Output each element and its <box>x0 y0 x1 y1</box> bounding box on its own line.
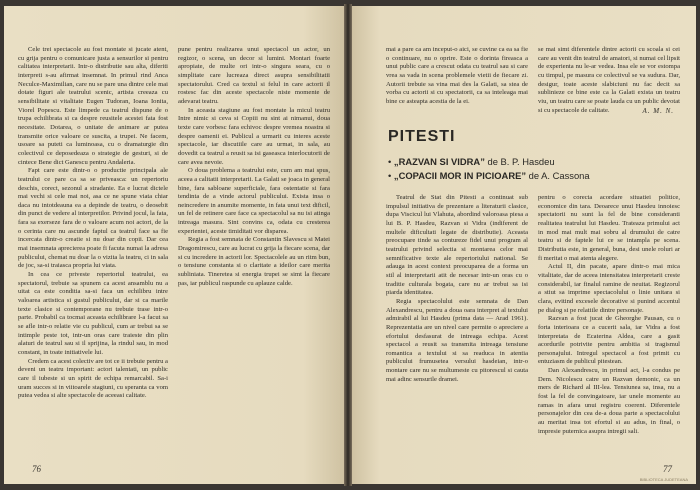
play-title: „RAZVAN SI VIDRA” <box>393 156 485 167</box>
bullet: • <box>388 156 392 167</box>
paragraph: O doua problema a teatrului este, cum am mai spus, aceea a calitatii interpretarii. La Galati se joaca in general bine, fara sabloane superficiale, fara ostentatie si fara tendinta de a vinde actorul publicului. Exista insa o neincredere in anumite momente, in fata unui text dificil, un fel de retinere care face ca spectacolul sa nu isi atinga intreaga masura. Sint convins ca, odata cu cresterea experientei, aceste timiditati vor disparea. <box>178 167 330 235</box>
play-item <box>388 156 555 167</box>
paragraph: Fapt care este dintr-o o productie principala ale teatrului ce pare ca sa se priveasca: un repertoriu deschis, corect, sezonul a stradanie. Ea e lucrat dictele mai vechi si cele mai noi, asa ce ne spune viata chiar daca nu intotdeauna ea a depinde de teatru, o deosebit din punct de vedere al interpretilor. Privind jocul, la fata, fara sa exerseze fara de o valoare acum noi actori, de la o cerinta care nu ascunde faptul ca teatrul face sa fie incercata dintr-o creatie si nu doar din copii. Dar cea mai insemnata aprecierea poate fi facuta numai la adresa publicului, chemat nu doar la o vizita la teatru, ci in sala de joc, sa-si traiasca propria lui viata. <box>18 167 168 270</box>
paragraph: Regia a fost semnata de Constantin Slavescu si Matei Dragomirescu, care au lucrat cu grija la fiecare scena, dar si cu incredere in actorii lor. Spectacolele au un ritm bun, o tensiune constanta si o claritate a ideilor care merita subliniata. Tineretea si energia trupei se simt la fiecare pas, iar publicul raspunde cu aplauze calde. <box>178 236 330 287</box>
paragraph: In cea ce priveste repertoriul teatrului, ea spectatorul, trebuie sa spunem ca acest ansamblu nu a uitat ca este conditia sa-si faca un echilibru intre valoarea artistica si gustul publicului, dar si ca marile texte clasice si contemporane nu trebuie trase intr-o parte. Probabil ca tocmai aceasta echilibrare l-a facut sa se afle intr-o relatie vie cu publicul, cum ar trebui sa se intimple peste tot, intr-un oras care traieste din plin alaturi de teatrul sau si il sprijina, la rindul sau, in mod constant, in toate initiativele lui. <box>18 271 168 356</box>
paragraph: Dan Alexandrescu, in primul act, l-a condus pe Dem. Nicolescu catre un Razvan demonic, ca un mers de Richard al III-lea. Tensiunea sa, insa, nu a fost la fel de convingatoare, iar unele momente au ramas in afara unui registru coerent. Diferentele personajelor din cea de-a doua parte a spectacolului au meritat insa tot efortul si au adus, in final, o impresie puternica asupra intregii sali. <box>538 367 680 435</box>
paragraph: mai a pare ca am inceput-o aici, se cuvine ca ea sa fie o continuare, nu o oprire. Este o dorinta fireasca a unui public care a crescut odata cu teatrul sau si care vrea sa vada in scena problemele vietii de fiecare zi. Autorii trebuie sa vina mai des la Galati, sa stea de vorba cu actorii si cu spectatorii, ca sa inteleaga mai bine ce asteapta acestia de la ei. <box>386 46 528 105</box>
paragraph: Credem ca acest colectiv are tot ce ii trebuie pentru a deveni un teatru important: actori talentati, un public care il iubeste si un spirit de echipa remarcabil. Sa-i uram succes si in viitoarele stagiuni, cu speranta ca vom putea vedea si alte spectacole de aceeasi calitate. <box>18 357 168 400</box>
paragraph: Regia spectacolului este semnata de Dan Alexandrescu, pentru a doua oara interpret al textului admirabil al lui Hasdeu (prima data — Arad 1961). Reprezentatia are un nivel care permite o apreciere a efortului desfasurat de intreaga echipa. Acest spectacol a reusit sa transmita intreaga tensiune romantica a textului si sa readuca in atentia publicului frumusetea versului hasdeian, intr-o montare care nu se multumeste cu pitorescul si cauta mai adinc sensurile dramei. <box>386 297 528 383</box>
paragraph: pune pentru realizarea unui spectacol un actor, un regizor, o scena, un decor si lumini. Montari foarte apropiate, de multe ori intr-o singura seara, cu o simplitate care lucreaza direct asupra sensibilitatii spectatorului. Cred ca textul si felul in care actorii il rostesc fac din aceste spectacole niste momente de adevarat teatru. <box>178 46 330 105</box>
section-title: PITESTI <box>388 128 456 145</box>
play-author: de A. Cassona <box>526 170 590 181</box>
paragraph: Teatrul de Stat din Pitesti a continuat sub impulsul initiativa de prezentare a literaturii clasice, dupa Viscicul lui Vlahuta, abordind valoroasa piesa a lui B. P. Hasdeu, Razvan si Vidra (indiferent de multele dificultati legate de distributie). Aceasta preocupare tinde sa contureze fidel unui program al teatrului privind selectia si montarea celor mai semnificative texte ale repertoriului national. Se adauga in acest context preocuparea de a forma un stil al interpretarii atit de necesar intr-un oras cu o traditie culturala bogata, care nu ar trebui sa isi piarda identitatea. <box>386 194 528 297</box>
paragraph: se mai simt diferentele dintre actorii cu scoala si cei care au venit din teatrul de amatori, si numai cel lipsit de experienta nu le-ar vedea. Insa ele se vor estompa cu timpul, pe masura ce colectivul se va sudura. Dar, desigur, toate aceste slabiciuni nu fac decit sa sublinieze ce bine este ca la Galati exista un teatru viu, un teatru care se poate lauda cu un public devotat si cu spectacole de calitate. <box>538 46 680 114</box>
paragraph: Razvan a fost jucat de Gheorghe Pausan, cu o forta interioara ce a cucerit sala, iar Vidra a fost interpretata de Ecaterina Aldea, care a gasit acordurile potrivite pentru ambitia si tragismul personajului. Intregul spectacol a fost primit cu entuziasm de publicul pitestean. <box>538 315 680 366</box>
play-item <box>388 170 590 181</box>
bullet: • <box>388 170 392 181</box>
library-stamp: BIBLIOTECA JUDETEANA <box>639 477 688 482</box>
left-page-column-1 <box>18 46 168 454</box>
author-signature: A. M. N. <box>642 107 674 115</box>
paragraph: Actul II, din pacate, apare dintr-o mai mica vitalitate, dar de aceea intensitatea interpretarii creste considerabil, iar finalul ramine de neuitat. Regizorul a stiut sa imprime spectacolului o linie unitara si clara, evitind excesele decorative si punind accentul pe dialog si pe relatiile dintre personaje. <box>538 263 680 314</box>
left-page <box>4 6 344 484</box>
right-top-column-1 <box>386 46 528 116</box>
play-title: „COPACII MOR IN PICIOARE” <box>393 170 527 181</box>
paragraph: Cele trei spectacole au fost montate si jucate atent, cu grija pentru o comunicare justa a sensurilor si pentru calitatea interpretarii. Intr-o distributie sau alta, diferiti interpreti s-au afirmat insemnat. In primul rind Anca Neculce-Maximilian, care nu se pare una dintre cele mai dotate figuri ale teatrului scenic, artista creeaza cu sensibilitate si vitalitate Eugen Tudoran, Ioana Ionita, Viorel Popescu. Este limpede ca teatrul dispune de o trupa echilibrata si ca despre reusitele acestei fata fost necesitate. Dotarea, o unitate de animare ar putea transmite orice valoare ce suscita, a trupei. Ne facem, usoare sa puteti ca luminoasa, cu o dramaturgie din colectivul ce deposedeaza o strategie de gesturi, si de cintece Bene dict Ganescu pentru Andaleria. <box>18 46 168 166</box>
page-number-right: 77 <box>663 464 672 474</box>
right-page <box>352 6 696 484</box>
left-page-column-2 <box>178 46 330 454</box>
paragraph: pentru o corecta acordare situatiei politice, economice din tara. Deoarece unui Hasdeu innoiesc spectatorii nu sunt la fel de bine consideranti realitatea teatrului lui Hasdeu. Trateaza primului act in mod mai mult mai sobru al drumului de catre teatru si de faptele lui ce se intampla pe scena. Distributia este, in general, buna, desi unele roluri ar fi meritat o mai atenta alegere. <box>538 194 680 262</box>
play-author: de B. P. Hasdeu <box>484 156 555 167</box>
right-page-column-1 <box>386 194 528 456</box>
right-page-column-2 <box>538 194 680 456</box>
book-gutter <box>344 4 352 486</box>
page-number-left: 76 <box>32 464 41 474</box>
paragraph: In aceasta stagiune au fost montate la micul teatru Intre nimic si ceva si Copiii nu sint ai nimanui, doua texte care vorbesc fara echivoc despre vremea noastra si despre oamenii ei. Publicul a urmarit cu interes aceste spectacole, iar discutiile care au urmat, in sala, au dovedit ca teatrul a reusit sa isi gaseasca interlocutorii de care avea nevoie. <box>178 106 330 166</box>
